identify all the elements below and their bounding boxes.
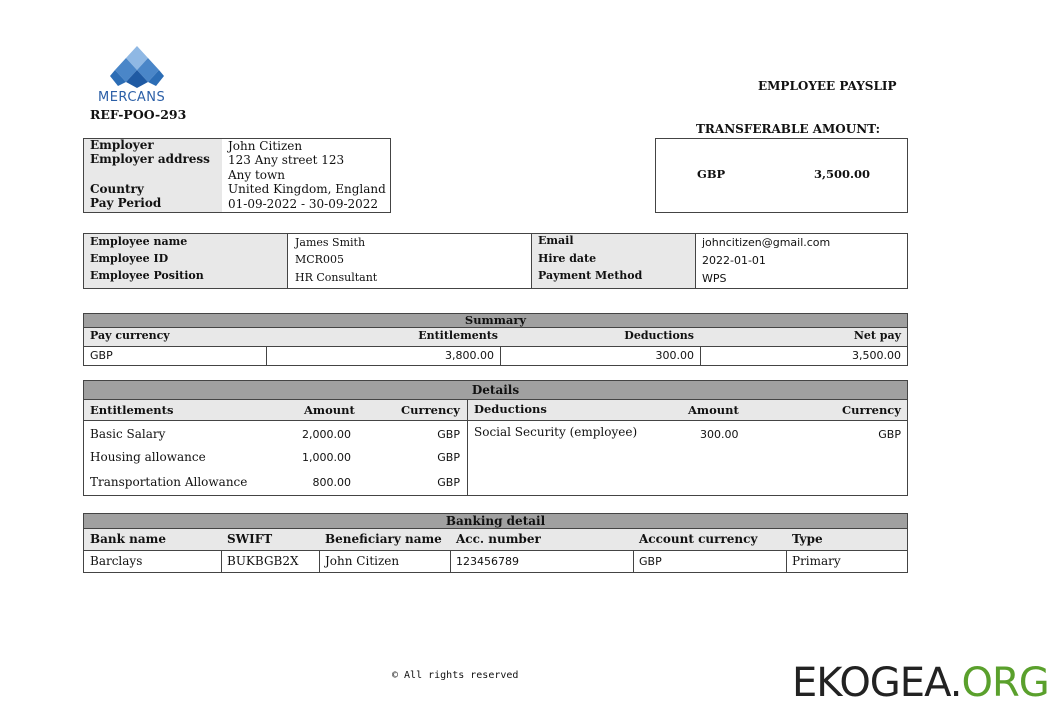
entitlement-currency: GBP [437, 428, 460, 441]
entitlement-amount: 1,000.00 [302, 451, 351, 464]
entitlement-currency: GBP [437, 476, 460, 489]
banking-divider-1 [221, 551, 222, 572]
employee-id: MCR005 [295, 253, 344, 266]
details-column-divider [467, 400, 468, 495]
logo-wordmark: MERCANS [98, 90, 166, 105]
watermark-tld: ORG [961, 660, 1049, 706]
employer-name: John Citizen [228, 139, 303, 153]
details-section [83, 380, 908, 496]
banking-divider-2 [319, 551, 320, 572]
pay-period: 01-09-2022 - 30-09-2022 [228, 197, 379, 211]
swift-header: SWIFT [227, 532, 273, 546]
employee-position: HR Consultant [295, 271, 378, 284]
account-number: 123456789 [456, 555, 519, 568]
account-currency: GBP [639, 555, 662, 568]
summary-entitlements: 3,800.00 [445, 349, 494, 362]
transfer-label: TRANSFERABLE AMOUNT: [696, 122, 881, 136]
banking-section [83, 513, 908, 573]
banking-divider-3 [450, 551, 451, 572]
transfer-amount: 3,500.00 [814, 167, 871, 181]
entitlement-name: Transportation Allowance [90, 475, 248, 489]
summary-divider-3 [700, 347, 701, 365]
summary-section [83, 313, 908, 366]
employee-id-label: Employee ID [90, 252, 169, 265]
summary-net: 3,500.00 [852, 349, 901, 362]
copyright-footer: © All rights reserved [392, 670, 519, 681]
deductions-header: Deductions [474, 402, 547, 416]
banking-divider-5 [786, 551, 787, 572]
account-currency-header: Account currency [639, 532, 758, 546]
entitlements-amount-header: Amount [304, 403, 355, 417]
account-type-header: Type [792, 532, 823, 546]
payment-method-label: Payment Method [538, 269, 643, 282]
banking-divider-4 [633, 551, 634, 572]
bank-name: Barclays [90, 554, 143, 568]
account-number-header: Acc. number [456, 532, 541, 546]
employer-box [83, 138, 391, 213]
employer-address-line1: 123 Any street 123 [228, 153, 345, 167]
employer-country: United Kingdom, England [228, 182, 386, 196]
employer-address-line2: Any town [228, 168, 286, 182]
reference-number: REF-POO-293 [90, 107, 187, 122]
summary-currency-header: Pay currency [90, 329, 170, 342]
entitlement-name: Housing allowance [90, 450, 206, 464]
employee-name: James Smith [295, 236, 366, 249]
deduction-name: Social Security (employee) [474, 425, 638, 439]
employee-box [83, 233, 908, 289]
beneficiary-header: Beneficiary name [325, 532, 442, 546]
beneficiary-name: John Citizen [325, 554, 400, 568]
hire-date: 2022-01-01 [702, 254, 766, 267]
employee-name-label: Employee name [90, 235, 188, 248]
pay-period-label: Pay Period [90, 196, 162, 210]
watermark [792, 660, 1049, 706]
details-title: Details [84, 381, 907, 400]
bank-name-header: Bank name [90, 532, 166, 546]
deduction-currency: GBP [878, 428, 901, 441]
summary-title: Summary [84, 314, 907, 328]
country-label: Country [90, 182, 144, 196]
payment-method: WPS [702, 272, 727, 285]
transfer-amount-box [655, 138, 908, 213]
summary-divider-2 [500, 347, 501, 365]
employer-address-label: Employer address [90, 152, 210, 166]
summary-net-header: Net pay [853, 329, 901, 342]
email-label: Email [538, 234, 574, 247]
swift-code: BUKBGB2X [227, 554, 299, 568]
logo-mark-icon [108, 44, 166, 88]
transfer-currency: GBP [697, 167, 726, 181]
entitlement-amount: 800.00 [312, 476, 351, 489]
employee-email: johncitizen@gmail.com [702, 236, 831, 249]
entitlements-currency-header: Currency [401, 403, 460, 417]
entitlement-amount: 2,000.00 [302, 428, 351, 441]
entitlement-name: Basic Salary [90, 427, 166, 441]
deductions-amount-header: Amount [688, 403, 739, 417]
deduction-amount: 300.00 [700, 428, 739, 441]
entitlement-currency: GBP [437, 451, 460, 464]
summary-deductions: 300.00 [655, 349, 694, 362]
company-logo [98, 44, 168, 105]
deductions-currency-header: Currency [842, 403, 901, 417]
account-type: Primary [792, 554, 841, 568]
hire-date-label: Hire date [538, 252, 597, 265]
entitlements-header: Entitlements [90, 403, 174, 417]
summary-currency: GBP [90, 349, 113, 362]
page-title: EMPLOYEE PAYSLIP [758, 79, 897, 93]
summary-divider-1 [266, 347, 267, 365]
employee-position-label: Employee Position [90, 269, 204, 282]
employer-label: Employer [90, 138, 154, 152]
summary-entitlements-header: Entitlements [418, 329, 498, 342]
banking-title: Banking detail [84, 514, 907, 529]
summary-deductions-header: Deductions [624, 329, 694, 342]
watermark-main: EKOGEA. [792, 660, 962, 706]
